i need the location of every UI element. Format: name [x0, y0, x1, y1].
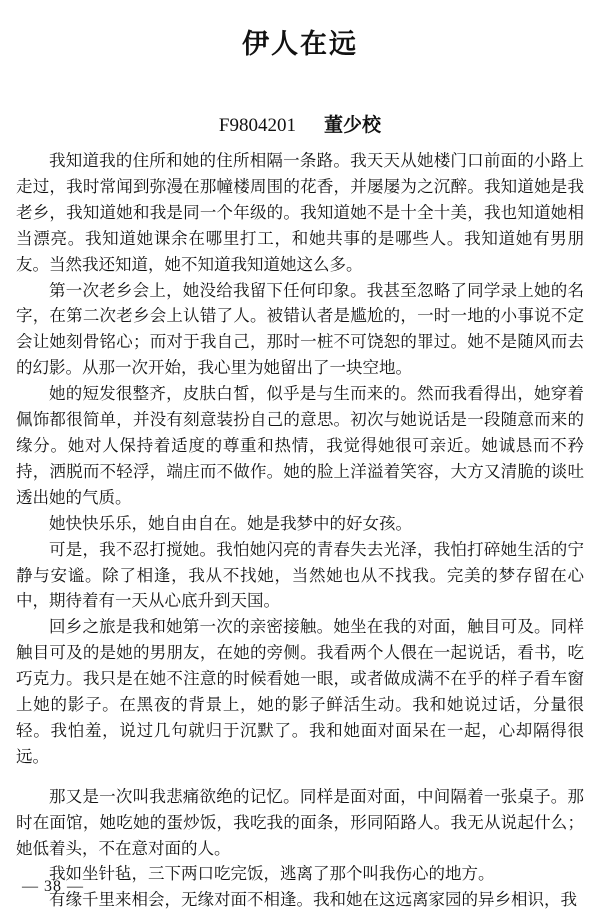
byline [0, 110, 600, 137]
paragraph: 她快快乐乐，她自由自在。她是我梦中的好女孩。 [49, 513, 412, 533]
page-number: — 38 — [22, 878, 84, 895]
paragraph: 有缘千里来相会，无缘对面不相逢。我和她在这远离家园的异乡相识，我 [49, 890, 577, 910]
author-name: 董少校 [324, 114, 382, 136]
article-title: 伊人在远 [242, 29, 358, 60]
paragraph: 我知道我的住所和她的住所相隔一条路。我天天从她楼门口前面的小路上走过，我时常闻到弥漫在那幢楼周围的花香，并屡屡为之沉醉。我知道她是我老乡，我知道她和我是同一个年级的。我知道她不是十全十美，我也知道她相当漂亮。我知道她课余在哪里打工，和她共事的是哪些人。我知道她有男朋友。当然我还知道，她不知道我知道她这么多。 [16, 151, 584, 274]
paragraph: 那又是一次叫我悲痛欲绝的记忆。同样是面对面，中间隔着一张桌子。那时在面馆，她吃她的蛋炒饭，我吃我的面条，形同陌路人。我无从说起什么；她低着头，不在意对面的人。 [16, 786, 584, 858]
paragraph: 第一次老乡会上，她没给我留下任何印象。我甚至忽略了同学录上她的名字，在第二次老乡会上认错了人。被错认者是尴尬的，一时一地的小事说不定会让她刻骨铭心；而对于我自己，那时一桩不可饶恕的罪过。她不是随风而去的幻影。从那一次开始，我心里为她留出了一块空地。 [16, 280, 584, 378]
paragraph: 可是，我不忍打搅她。我怕她闪亮的青春失去光泽，我怕打碎她生活的宁静与安谧。除了相逢，我从不找她，当然她也从不找我。完美的梦存留在心中，期待着有一天从心底升到天国。 [16, 539, 584, 611]
paragraph: 回乡之旅是我和她第一次的亲密接触。她坐在我的对面，触目可及。同样触目可及的是她的男朋友，在她的旁侧。我看两个人偎在一起说话，看书，吃巧克力。我只是在她不注意的时候看她一眼，或者做成满不在乎的样子看车窗上她的影子。在黑夜的背景上，她的影子鲜活生动。我和她说过话，分量很轻。我怕羞，说过几句就归于沉默了。我和她面对面呆在一起，心却隔得很远。 [16, 617, 584, 766]
article-body [16, 148, 584, 913]
paragraph: 她的短发很整齐，皮肤白皙，似乎是与生而来的。然而我看得出，她穿着佩饰都很简单，并没有刻意装扮自己的意思。初次与她说话是一段随意而来的缘分。她对人保持着适度的尊重和热情，我觉得她很可亲近。她诚恳而不矜持，洒脱而不轻浮，端庄而不做作。她的脸上洋溢着笑容，大方又清脆的谈吐透出她的气质。 [16, 384, 584, 507]
student-id: F9804201 [218, 115, 296, 136]
paragraph: 我如坐针毡，三下两口吃完饭，逃离了那个叫我伤心的地方。 [49, 864, 495, 884]
